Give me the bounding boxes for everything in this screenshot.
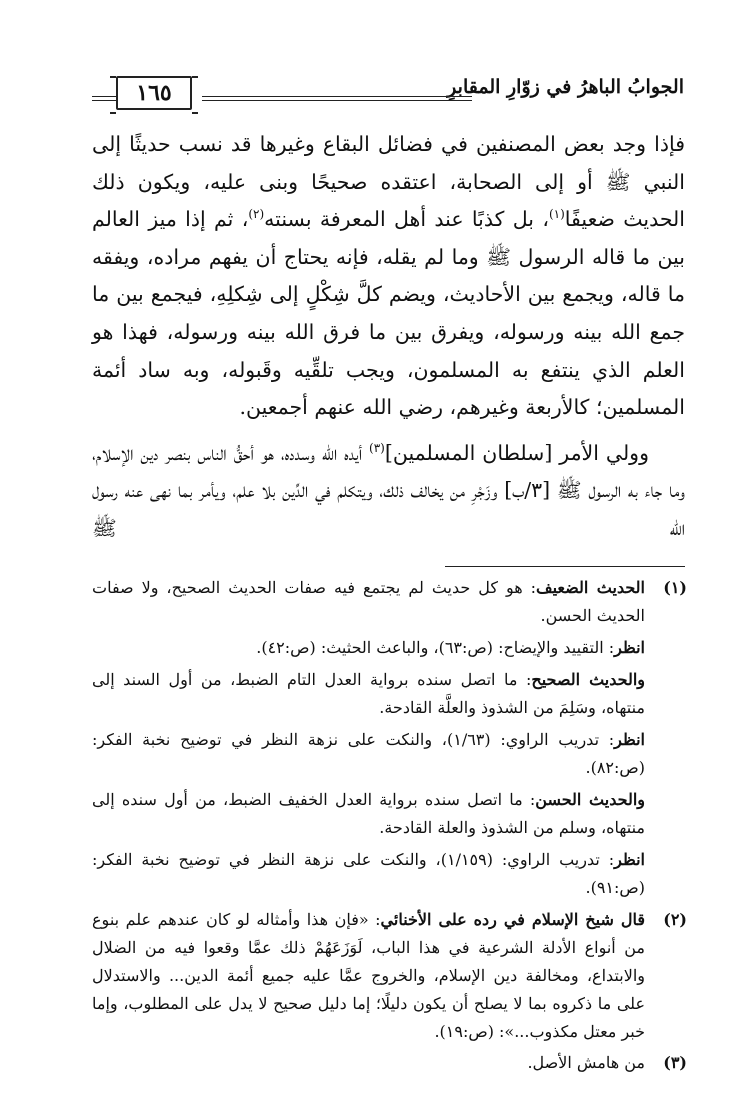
paragraph-text: وولي الأمر [سلطان المسلمين] [384, 440, 649, 465]
main-text [92, 126, 685, 548]
header-rule [202, 100, 472, 101]
paragraph-text: ، بل كذبًا عند أهل المعرفة بسنته [264, 207, 549, 232]
footnote-separator [445, 566, 685, 567]
paragraph [92, 435, 685, 548]
quote-text: : «فإن هذا وأمثاله لو كان عندهم علم بنوع من أنواع الأدلة الشرعية في هذا الباب، لَوَزَعَهُمْ ذلك عمَّا وقعوا فيه من الضلال والابتداع، ومخالفة دين الإسلام، والخروج عمَّا عليه جميع أئمة الدين... والاستدلال على ما ذكروه بما لا يصلح أن يكون دليلًا؛ إما دليل صحيح لا يدل على المطلوب، وإما خبر معتل مكذوب...»: (ص:١٩). [92, 910, 645, 1041]
term: الحديث الضعيف [536, 578, 645, 597]
term: والحديث الصحيح [531, 670, 645, 689]
definition: : ما اتصل سنده برواية العدل الخفيف الضبط، من أول سنده إلى منتهاه، وسلم من الشذوذ والعلة القادحة. [92, 790, 645, 837]
footnote-text [92, 906, 645, 1046]
reference: : التقييد والإيضاح: (ص:٦٣)، والباعث الحثيث: (ص:٤٢). [256, 638, 615, 657]
see-label: انظر [614, 850, 645, 869]
footnote-ref[interactable]: (٣) [369, 440, 385, 455]
footnote-text [92, 786, 645, 842]
running-header [92, 72, 684, 116]
footnote-entry [92, 726, 645, 782]
paragraph [92, 126, 685, 427]
paragraph-text: أيده الله وسدده، هو أحقُّ الناس بنصر دين الإسلام، وما جاء به الرسول ﷺ [٣/ب] وزَجْرِ من يخالف ذلك، ويتكلم في الدِّين بلا علم، ويأمر بما نهى عنه رسول الله ﷺ [92, 440, 685, 540]
footnote-entry [92, 786, 645, 842]
header-rule [202, 96, 472, 97]
term: والحديث الحسن [535, 790, 645, 809]
footnote-text [92, 666, 645, 722]
footnote-text [92, 574, 645, 630]
see-label: انظر [614, 638, 645, 657]
footnote-ref[interactable]: (٢) [248, 207, 265, 222]
footnote-text [92, 846, 645, 902]
see-label: انظر [614, 730, 645, 749]
footnote-number: (٣) [663, 1053, 687, 1072]
footnote-ref[interactable]: (١) [548, 207, 565, 222]
footnote-text [92, 726, 645, 782]
footnote-entry [92, 574, 645, 630]
book-title: الجوابُ الباهرُ في زوّارِ المقابرِ [447, 76, 684, 98]
paragraph-text: ، ثم إذا ميز العالم بين ما قاله الرسول ﷺ وما لم يقله، فإنه يحتاج أن يفهم مراده، ويفقه ما قاله، ويجمع بين الأحاديث، ويضم كلَّ شِكْلٍ إلى شِكلِهِ، فيجمع بين ما جمع الله بينه ورسوله، ويفرق بين ما فرق الله بينه ورسوله، فهذا هو العلم الذي ينتفع به المسلمون، ويجب تلقِّيه وقَبوله، وبه ساد أئمة المسلمين؛ كالأربعة وغيرهم، رضي الله عنهم أجمعين. [92, 207, 685, 420]
quote-lead: قال شيخ الإسلام في رده على الأخنائي [380, 910, 645, 929]
footnote-body: من هامش الأصل. [527, 1053, 645, 1072]
footnote-text [92, 634, 645, 662]
reference: : تدريب الراوي: (١/١٥٩)، والنكت على نزهة النظر في توضيح نخبة الفكر: (ص:٩١). [92, 850, 645, 897]
footnote-entry [92, 634, 645, 662]
footnote-number: (١) [663, 578, 687, 597]
footnote-number: (٢) [663, 910, 687, 929]
footnote-1 [92, 574, 687, 902]
reference: : تدريب الراوي: (١/٦٣)، والنكت على نزهة النظر في توضيح نخبة الفكر: (ص:٨٢). [92, 730, 645, 777]
footnote-entry [92, 666, 645, 722]
footnote-2 [92, 906, 687, 1046]
definition: : هو كل حديث لم يجتمع فيه صفات الحديث الصحيح، ولا صفات الحديث الحسن. [92, 578, 645, 625]
footnotes [92, 574, 687, 1080]
paragraph-text: فإذا وجد بعض المصنفين في فضائل البقاع وغيرها قد نسب حديثًا إلى النبي ﷺ أو إلى الصحابة، اعتقده صحيحًا وبنى عليه، ويكون ذلك الحديث ضعيفًا [92, 132, 686, 232]
footnote-entry [92, 846, 645, 902]
footnote-3 [92, 1049, 687, 1077]
footnote-text [92, 1049, 645, 1077]
page-number: ١٦٥ [116, 76, 192, 110]
definition: : ما اتصل سنده برواية العدل التام الضبط، من أول السند إلى منتهاه، وسَلِمَ من الشذوذ والعلَّة القادحة. [92, 670, 645, 717]
